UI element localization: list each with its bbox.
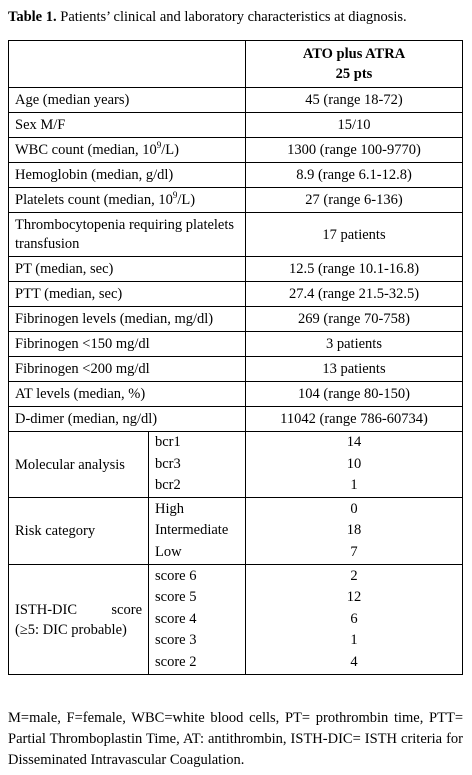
row-value: 45 (range 18-72): [246, 88, 463, 113]
group-value: 2: [350, 567, 358, 584]
row-value: 15/10: [246, 113, 463, 138]
row-value: 13 patients: [246, 357, 463, 382]
group-sub-item: bcr2: [155, 477, 181, 494]
isth-label-line2: (≥5: DIC probable): [15, 621, 127, 638]
table-row: [9, 188, 463, 213]
group-value: 1: [350, 632, 358, 649]
group-label: [9, 565, 149, 675]
group-sub-item: score 2: [155, 653, 197, 670]
group-value: 14: [346, 434, 362, 451]
risk-category-row: [9, 498, 463, 565]
group-value: 18: [346, 522, 362, 539]
table-footnote: M=male, F=female, WBC=white blood cells, PT= prothrombin time, PTT= Partial Thromboplastin Time, AT: antithrombin, ISTH-DIC= ISTH criteria for Disseminated Intravascular Coagulation.: [8, 710, 463, 768]
table-row: [9, 163, 463, 188]
group-sub-item: bcr1: [155, 434, 181, 451]
isth-label-word2: score: [111, 601, 142, 618]
row-label: Fibrinogen levels (median, mg/dl): [9, 307, 246, 332]
table-row: [9, 213, 463, 257]
row-label: D-dimer (median, ng/dl): [9, 407, 246, 432]
group-sub-item: bcr3: [155, 455, 181, 472]
row-value: 104 (range 80-150): [246, 382, 463, 407]
row-label: Hemoglobin (median, g/dl): [9, 163, 246, 188]
table-row: [9, 257, 463, 282]
row-value: 27 (range 6-136): [246, 188, 463, 213]
group-label: Molecular analysis: [9, 432, 149, 498]
molecular-analysis-row: [9, 432, 463, 498]
row-label-post: /L): [177, 192, 196, 208]
group-label: Risk category: [9, 498, 149, 565]
row-value: 1300 (range 100-9770): [246, 138, 463, 163]
group-sub-item: score 4: [155, 610, 197, 627]
isth-label-word1: ISTH-DIC: [15, 601, 78, 618]
row-label: PT (median, sec): [9, 257, 246, 282]
header-empty-cell: [9, 41, 246, 88]
row-label: [9, 188, 246, 213]
row-label: Age (median years): [9, 88, 246, 113]
group-sub-list: [149, 565, 246, 675]
row-value: 27.4 (range 21.5-32.5): [246, 282, 463, 307]
table-row: [9, 407, 463, 432]
row-label: Fibrinogen <200 mg/dl: [9, 357, 246, 382]
row-label: Sex M/F: [9, 113, 246, 138]
group-value: 6: [350, 610, 358, 627]
caption-text: Patients’ clinical and laboratory characteristics at diagnosis.: [56, 9, 407, 25]
header-column-title: [246, 41, 463, 88]
group-value: 0: [350, 500, 358, 517]
table-caption: [8, 8, 468, 26]
row-label: PTT (median, sec): [9, 282, 246, 307]
row-label: Thrombocytopenia requiring platelets transfusion: [9, 213, 246, 257]
isth-label-line1: [15, 600, 142, 620]
row-value: 12.5 (range 10.1-16.8): [246, 257, 463, 282]
row-value: 269 (range 70-758): [246, 307, 463, 332]
group-value: 1: [350, 477, 358, 494]
row-label-pre: Platelets count (median, 10: [15, 192, 173, 208]
group-value-list: [246, 498, 463, 565]
group-value: 10: [346, 455, 362, 472]
group-sub-item: score 5: [155, 589, 197, 606]
table-row: [9, 138, 463, 163]
table-row: [9, 382, 463, 407]
table-row: [9, 282, 463, 307]
table-row: [9, 113, 463, 138]
table-row: [9, 357, 463, 382]
row-value: 8.9 (range 6.1-12.8): [246, 163, 463, 188]
row-label: [9, 138, 246, 163]
row-value: 11042 (range 786-60734): [246, 407, 463, 432]
header-row: [9, 41, 463, 88]
group-sub-item: High: [155, 500, 184, 517]
group-sub-list: [149, 498, 246, 565]
group-sub-item: score 3: [155, 632, 197, 649]
group-sub-item: Low: [155, 543, 182, 560]
table-row: [9, 88, 463, 113]
group-value-list: [246, 565, 463, 675]
group-sub-list: [149, 432, 246, 498]
row-value: 3 patients: [246, 332, 463, 357]
group-value: 7: [350, 543, 358, 560]
table-row: [9, 307, 463, 332]
row-label: AT levels (median, %): [9, 382, 246, 407]
group-sub-item: Intermediate: [155, 522, 229, 539]
characteristics-table: [8, 40, 463, 675]
row-label-post: /L): [161, 142, 179, 158]
group-value: 12: [346, 589, 362, 606]
group-value-list: [246, 432, 463, 498]
row-label: Fibrinogen <150 mg/dl: [9, 332, 246, 357]
row-label-pre: WBC count (median, 10: [15, 142, 157, 158]
header-title-line2: 25 pts: [335, 66, 373, 82]
table-row: [9, 332, 463, 357]
isth-dic-row: [9, 565, 463, 675]
row-label-sup: 9: [172, 190, 178, 201]
caption-label: Table 1.: [8, 9, 57, 25]
group-value: 4: [350, 653, 358, 670]
group-sub-item: score 6: [155, 567, 197, 584]
header-title-line1: ATO plus ATRA: [302, 46, 406, 62]
row-value: 17 patients: [246, 213, 463, 257]
row-label-sup: 9: [156, 140, 162, 151]
